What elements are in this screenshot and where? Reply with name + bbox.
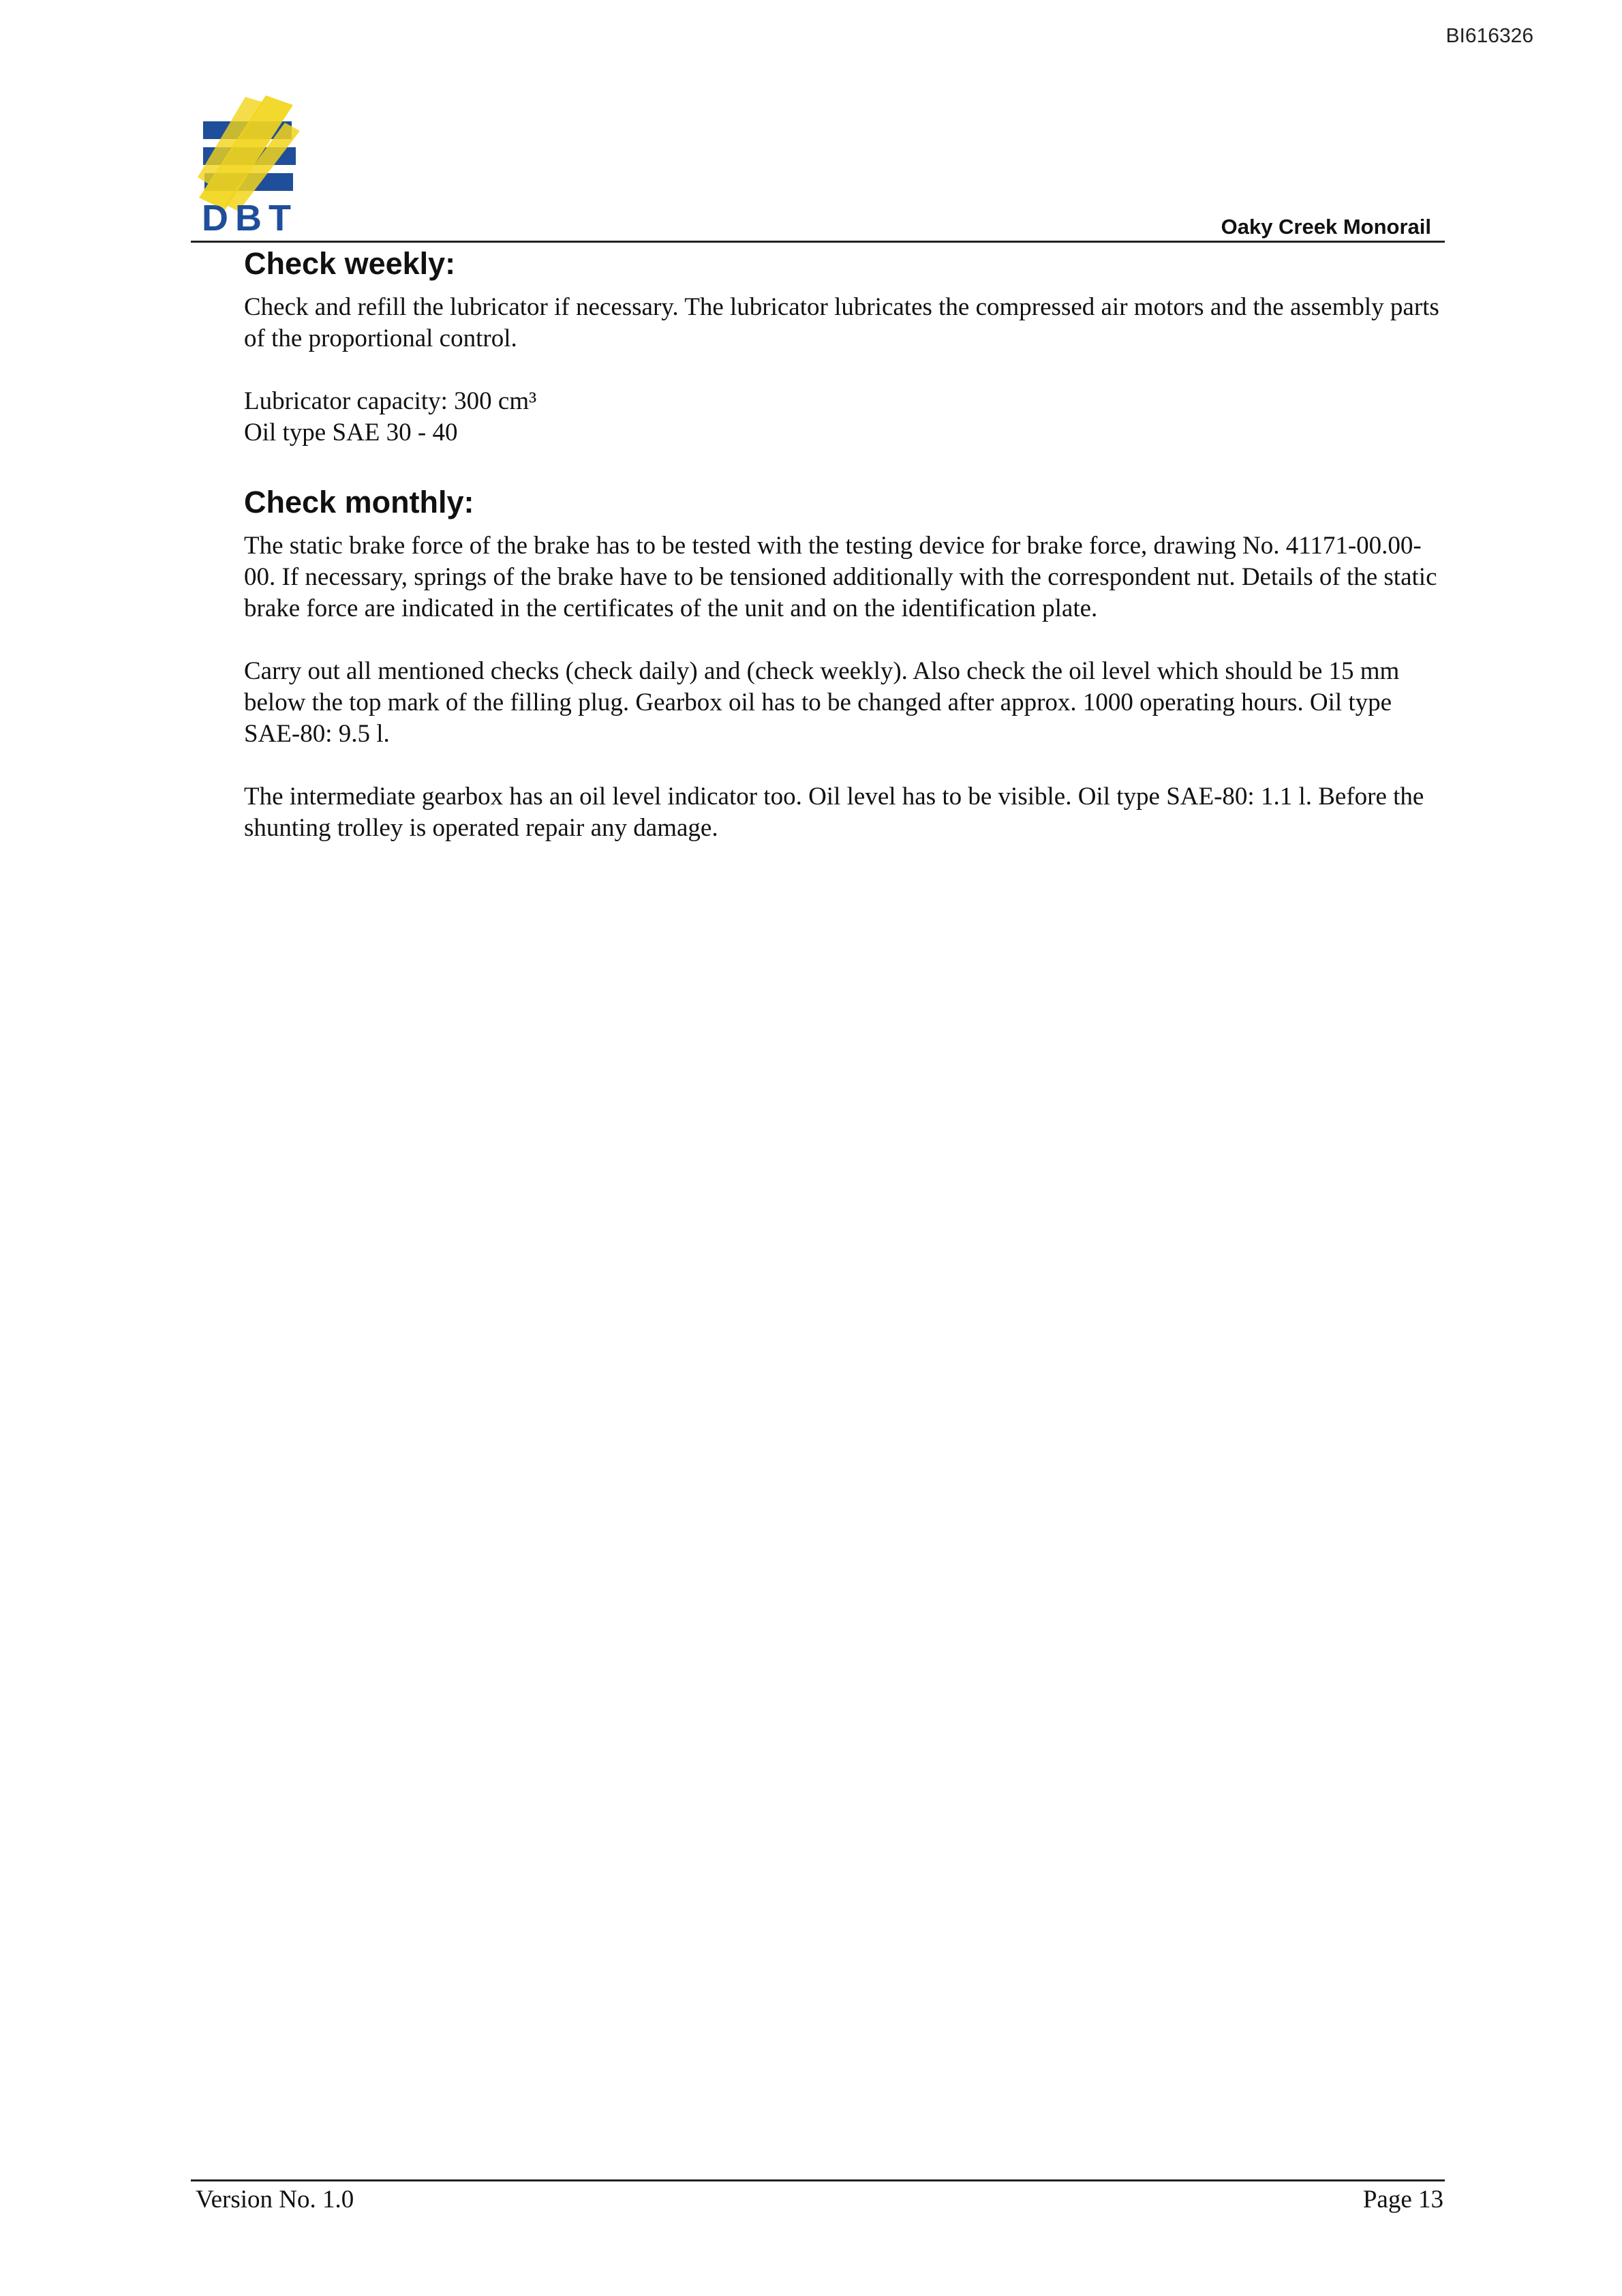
monthly-heading: Check monthly: bbox=[244, 485, 474, 519]
monthly-paragraph-brake: The static brake force of the brake has to be tested with the testing device for brake force, drawing No. 41171-00.00-00. If necessary, springs of the brake have to be tensioned additionally with the correspondent nut. Details of the static brake force are indicated in the certificates of the unit and on the identification plate. bbox=[244, 532, 1437, 622]
version-number: Version No. 1.0 bbox=[196, 2186, 354, 2214]
document-id: BI616326 bbox=[1445, 25, 1533, 47]
page-number: Page 13 bbox=[1362, 2186, 1443, 2214]
monthly-paragraph-gearbox: The intermediate gearbox has an oil level indicator too. Oil level has to be visible. Oil type SAE-80: 1.1 l. Before the shunting trolley is operated repair any damage. bbox=[244, 783, 1424, 842]
header-title: Oaky Creek Monorail bbox=[1221, 215, 1431, 239]
logo-text: DBT bbox=[202, 198, 298, 235]
header-divider bbox=[191, 241, 1445, 243]
dbt-logo bbox=[198, 95, 307, 235]
document-body bbox=[244, 245, 1443, 844]
footer-divider bbox=[191, 2179, 1445, 2181]
weekly-oil-type: Oil type SAE 30 - 40 bbox=[244, 419, 458, 447]
dbt-logo-graphic bbox=[198, 95, 307, 235]
weekly-paragraph: Check and refill the lubricator if necessary. The lubricator lubricates the compressed air motors and the assembly parts of the proportional control. bbox=[244, 293, 1439, 352]
monthly-paragraph-checks: Carry out all mentioned checks (check daily) and (check weekly). Also check the oil level which should be 15 mm below the top mark of the filling plug. Gearbox oil has to be changed after approx. 1000 operating hours. Oil type SAE-80: 9.5 l. bbox=[244, 657, 1400, 748]
lubricator-capacity: Lubricator capacity: 300 cm³ bbox=[244, 387, 537, 415]
weekly-heading: Check weekly: bbox=[244, 246, 456, 281]
